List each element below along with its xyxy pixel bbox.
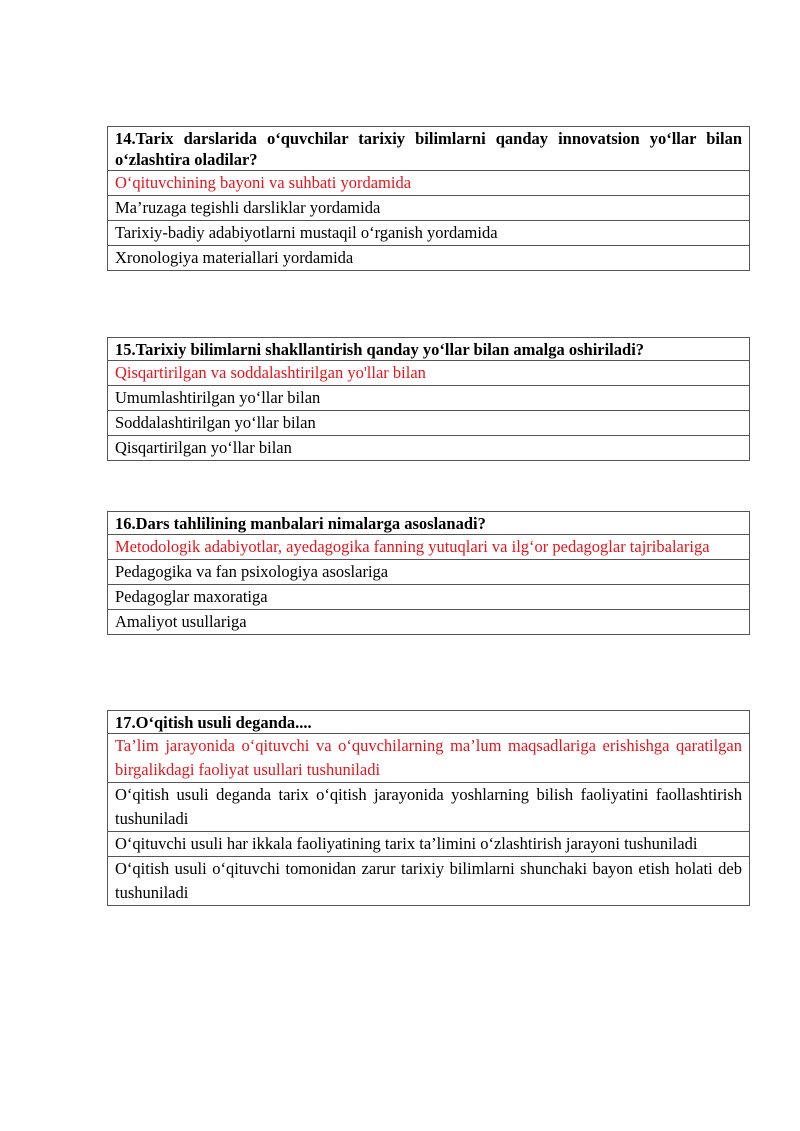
question-text: 15.Tarixiy bilimlarni shakllantirish qanday yo‘llar bilan amalga oshiriladi? <box>108 338 750 361</box>
answer-option: O‘qitish usuli o‘qituvchi tomonidan zarur tarixiy bilimlarni shunchaki bayon etish holati deb tushuniladi <box>108 857 750 906</box>
answer-option: O‘qituvchi usuli har ikkala faoliyatining tarix ta’limini o‘zlashtirish jarayoni tushuniladi <box>108 832 750 857</box>
question-text: 17.O‘qitish usuli deganda.... <box>108 711 750 734</box>
correct-answer: Qisqartirilgan va soddalashtirilgan yo'llar bilan <box>108 361 750 386</box>
question-17-table <box>107 710 750 906</box>
correct-answer: O‘qituvchining bayoni va suhbati yordamida <box>108 171 750 196</box>
correct-answer: Metodologik adabiyotlar, ayedagogika fanning yutuqlari va ilg‘or pedagoglar tajribalariga <box>108 535 750 560</box>
question-text: 14.Tarix darslarida o‘quvchilar tarixiy bilimlarni qanday innovatsion yo‘llar bilan o‘zlashtira oladilar? <box>108 127 750 171</box>
correct-answer: Ta’lim jarayonida o‘qituvchi va o‘quvchilarning ma’lum maqsadlariga erishishga qaratilgan birgalikdagi faoliyat usullari tushuniladi <box>108 734 750 783</box>
question-text: 16.Dars tahlilining manbalari nimalarga asoslanadi? <box>108 512 750 535</box>
answer-option: Tarixiy-badiy adabiyotlarni mustaqil o‘rganish yordamida <box>108 221 750 246</box>
answer-option: Amaliyot usullariga <box>108 610 750 635</box>
answer-option: Pedagoglar maxoratiga <box>108 585 750 610</box>
question-14-table <box>107 126 750 271</box>
answer-option: Qisqartirilgan yo‘llar bilan <box>108 436 750 461</box>
question-15-table <box>107 337 750 461</box>
answer-option: Xronologiya materiallari yordamida <box>108 246 750 271</box>
question-16-table <box>107 511 750 635</box>
answer-option: Umumlashtirilgan yo‘llar bilan <box>108 386 750 411</box>
answer-option: Pedagogika va fan psixologiya asoslariga <box>108 560 750 585</box>
answer-option: Ma’ruzaga tegishli darsliklar yordamida <box>108 196 750 221</box>
answer-option: Soddalashtirilgan yo‘llar bilan <box>108 411 750 436</box>
answer-option: O‘qitish usuli deganda tarix o‘qitish jarayonida yoshlarning bilish faoliyatini faollashtirish tushuniladi <box>108 783 750 832</box>
